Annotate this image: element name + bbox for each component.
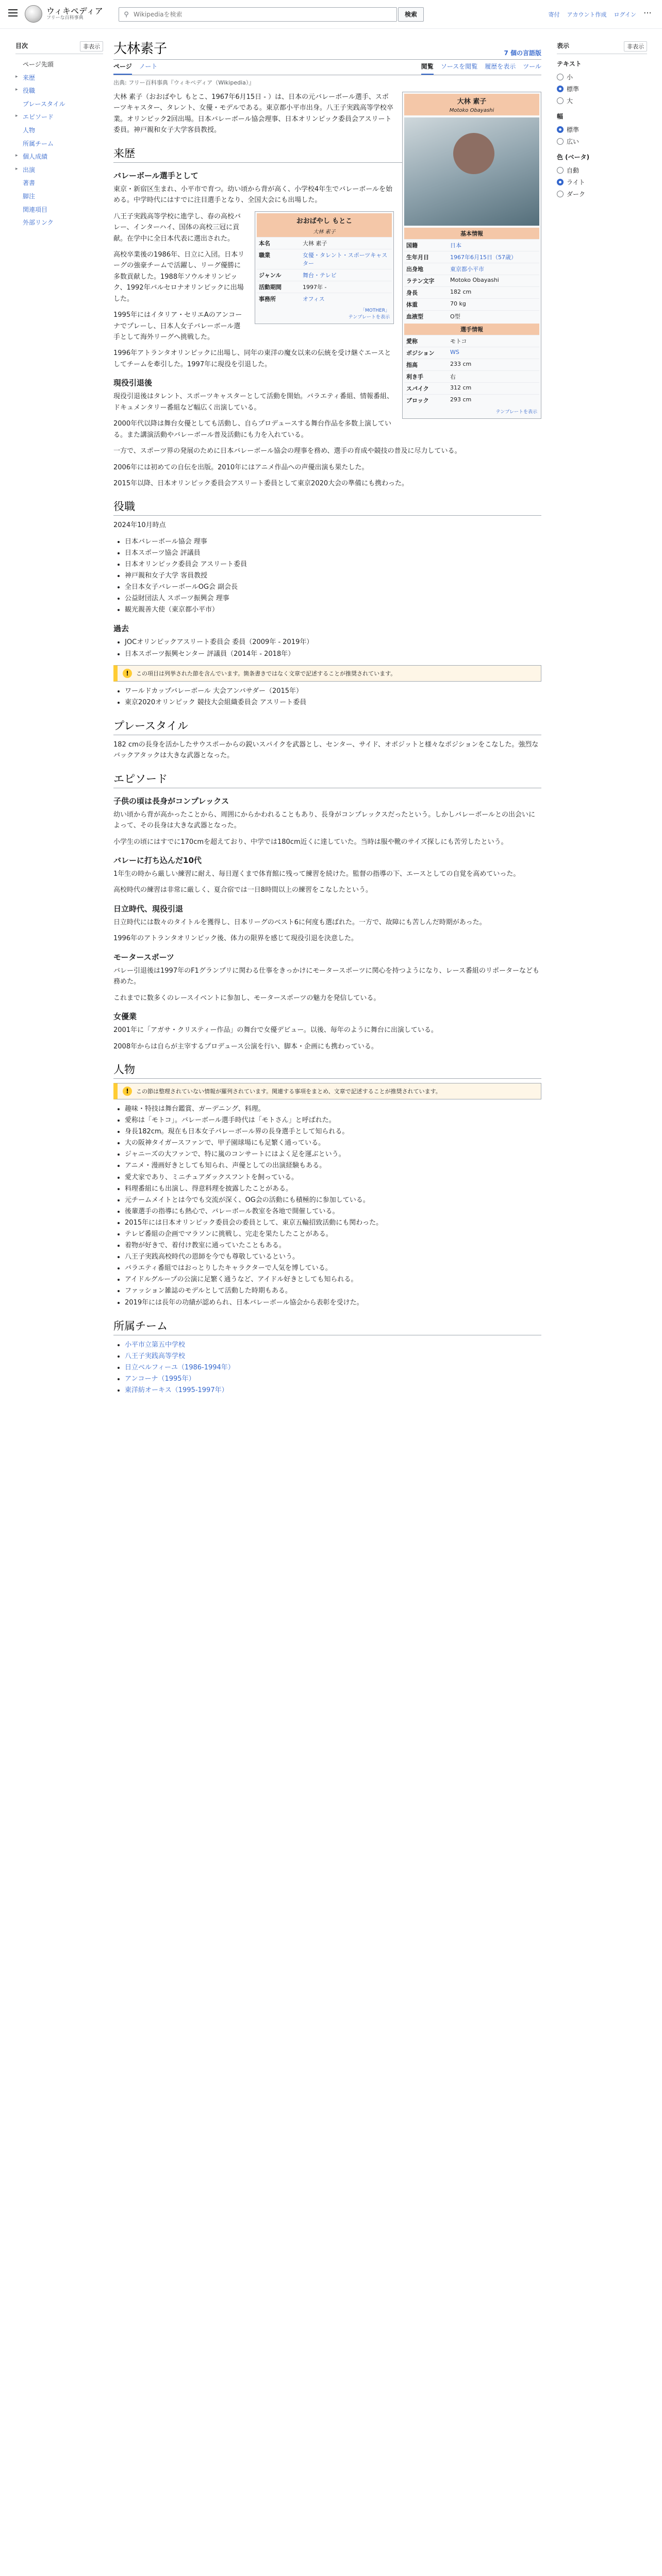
portrait-photo[interactable] <box>404 117 539 226</box>
paragraph: 1995年にはイタリア・セリエAのアンコーナでプレーし、日本人女子バレーボール選手として海外リーグへ挑戦した。 <box>113 311 242 341</box>
main-menu-button[interactable] <box>8 9 18 16</box>
site-name: ウィキペディア <box>46 6 103 16</box>
infobox-row: 出身地 東京都小平市 <box>404 263 539 275</box>
infobox-section: 基本情報 <box>404 228 539 239</box>
infobox-row: ポジション WS <box>404 347 539 359</box>
toc-item[interactable]: プレースタイル <box>23 100 65 108</box>
list-item: • ジャニーズの大ファンで、特に嵐のコンサートにはよく足を運ぶという。 <box>125 1149 541 1160</box>
card-name: 大林 素子 <box>257 227 392 237</box>
list-item: • 料理番組にも出演し、得意料理を披露したことがある。 <box>125 1183 541 1195</box>
cleanup-notice: ! この節は整理されていない情報が羅列されています。関連する事項をまとめ、文章で記述することが推奨されています。 <box>113 1083 541 1099</box>
infobox-row: 利き手 右 <box>404 370 539 382</box>
list-item: • 観光親善大使（東京都小平市） <box>125 604 541 616</box>
list-item: • 愛称は「モトコ」。バレーボール選手時代は「モトさん」と呼ばれた。 <box>125 1115 541 1126</box>
list-item: • 全日本女子バレーボールOG会 副会長 <box>125 582 541 593</box>
more-options-icon[interactable]: ⋯ <box>643 8 652 18</box>
list-item: • 着物が好きで、着付け教室に通っていたこともある。 <box>125 1240 541 1251</box>
infobox-title: 大林 素子 <box>404 94 539 108</box>
past-roles-list-2 <box>125 686 541 708</box>
language-button[interactable]: 7 個の言語版 <box>504 49 541 57</box>
infobox-row: 職業 女優・タレント・スポーツキャスター <box>257 249 392 269</box>
subsection-heading: 過去 <box>113 624 129 634</box>
paragraph: バレー引退後は1997年のF1グランプリに関わる仕事をきっかけにモータースポーツに関心を持つようになり、レース番組のリポーターなども務めた。 <box>113 967 539 986</box>
section-heading-teams: 所属チーム <box>113 1318 541 1335</box>
chevron-right-icon: ▸ <box>15 153 18 159</box>
person-list <box>125 1104 541 1309</box>
infobox-row: ブロック 293 cm <box>404 394 539 406</box>
wikipedia-globe-icon <box>25 5 42 23</box>
infobox <box>402 92 541 419</box>
toc-item[interactable]: 外部リンク <box>23 219 54 227</box>
chevron-right-icon: ▸ <box>15 87 18 93</box>
login-link[interactable]: ログイン <box>614 11 636 18</box>
page-tabs <box>113 60 541 75</box>
teams-list <box>125 1340 541 1396</box>
paragraph: 現役引退後はタレント、スポーツキャスターとして活動を開始。バラエティ番組、情報番組、ドキュメンタリー番組など幅広く出演している。 <box>113 393 393 412</box>
list-item: • 後輩選手の指導にも熱心で、バレーボール教室を各地で開催している。 <box>125 1206 541 1217</box>
tab-page[interactable]: ページ <box>113 62 132 75</box>
infobox-row: ジャンル 舞台・テレビ <box>257 269 392 281</box>
section-heading-history: 来歴 <box>113 145 541 163</box>
subsection-heading: 日立時代、現役引退 <box>113 904 184 913</box>
personal-tools <box>549 10 652 19</box>
paragraph: 2006年には初めての自伝を出版。2010年にはアニメ作品への声優出演も果たした。 <box>113 463 369 471</box>
toc-item[interactable]: ▸ 来歴 <box>15 74 36 81</box>
toc-item[interactable]: 著書 <box>23 179 36 187</box>
list-item: • 2019年には長年の功績が認められ、日本バレーボール協会から表彰を受けた。 <box>125 1297 541 1309</box>
toc-item-top[interactable]: ページ先頭 <box>23 61 54 68</box>
appearance-hide-button[interactable]: 非表示 <box>624 41 647 52</box>
list-item: • 八王子実践高校時代の恩師を今でも尊敬しているという。 <box>125 1251 541 1263</box>
infobox-row: 生年月日 1967年6月15日（57歳） <box>404 251 539 263</box>
appearance-panel <box>557 41 647 200</box>
toc-item[interactable]: 所属チーム <box>23 140 54 147</box>
list-item: • 2015年には日本オリンピック委員会の委員として、東京五輪招致活動にも関わった。 <box>125 1217 541 1229</box>
tab-tools[interactable]: ツール <box>523 63 541 70</box>
list-item: • 東洋紡オーキス（1995-1997年） <box>125 1385 541 1396</box>
toc-item[interactable]: 脚注 <box>23 192 36 200</box>
list-item: • ファッション雑誌のモデルとして活動した時期もある。 <box>125 1285 541 1297</box>
toc-item[interactable]: 関連項目 <box>23 206 48 213</box>
text-size-label: テキスト <box>557 60 582 67</box>
list-item: • 日本スポーツ振興センター 評議員（2014年 - 2018年） <box>125 649 541 660</box>
list-item: • 八王子実践高等学校 <box>125 1351 541 1362</box>
tab-history[interactable]: 履歴を表示 <box>485 63 516 70</box>
infobox-row: 血液型 O型 <box>404 310 539 322</box>
paragraph: 2000年代以降は舞台女優としても活動し、自らプロデュースする舞台作品を多数上演している。また講演活動やバレーボール普及活動にも力を入れている。 <box>113 420 392 439</box>
table-of-contents <box>15 41 103 230</box>
chevron-right-icon: ▸ <box>15 113 18 119</box>
list-item: • 神戸親和女子大学 客員教授 <box>125 570 541 582</box>
width-label: 幅 <box>557 113 564 120</box>
roles-date: 2024年10月時点 <box>113 521 166 530</box>
list-item: • アンコーナ（1995年） <box>125 1374 541 1385</box>
list-item: • JOCオリンピックアスリート委員会 委員（2009年 - 2019年） <box>125 637 541 648</box>
list-item: • 元チームメイトとは今でも交流が深く、OG会の活動にも積極的に参加している。 <box>125 1195 541 1206</box>
list-item: • ワールドカップバレーボール 大会アンバサダー（2015年） <box>125 686 541 697</box>
paragraph: 2001年に「アガサ・クリスティー作品」の舞台で女優デビュー。以後、毎年のように舞台に出演している。 <box>113 1026 438 1035</box>
infobox-secondary <box>255 211 394 324</box>
width-option[interactable]: 標準 <box>557 124 647 135</box>
list-item: • アイドルグループの公演に足繁く通うなど、アイドル好きとしても知られる。 <box>125 1274 541 1285</box>
paragraph: 高校卒業後の1986年、日立に入団。日本リーグの強豪チームで活躍し、リーグ優勝に多数貢献した。1988年ソウルオリンピック、1992年バルセロナオリンピックに出場した。 <box>113 250 245 303</box>
text-size-option[interactable]: 標準 <box>557 83 647 95</box>
list-item: • バラエティ番組ではおっとりしたキャラクターで人気を博している。 <box>125 1263 541 1274</box>
list-item: • 日本バレーボール協会 理事 <box>125 536 541 548</box>
paragraph: 2008年からは自らが主宰するプロデュース公演を行い、脚本・企画にも携わっている。 <box>113 1042 378 1050</box>
search-box[interactable] <box>119 7 397 22</box>
toc-hide-button[interactable]: 非表示 <box>80 41 103 52</box>
donate-link[interactable]: 寄付 <box>548 11 560 18</box>
toc-title: 目次 <box>15 42 28 49</box>
paragraph: 高校時代の練習は非常に厳しく、夏合宿では一日8時間以上の練習をこなしたという。 <box>113 886 373 894</box>
section-heading-roles: 役職 <box>113 498 541 516</box>
list-item: • 趣味・特技は舞台鑑賞、ガーデニング、料理。 <box>125 1104 541 1115</box>
color-option[interactable]: ダーク <box>557 188 647 200</box>
width-option[interactable]: 広い <box>557 135 647 147</box>
list-item: • 東京2020オリンピック 競技大会組織委員会 アスリート委員 <box>125 697 541 708</box>
color-label: 色 (ベータ) <box>557 154 590 161</box>
text-size-option[interactable]: 大 <box>557 95 647 107</box>
search-button[interactable]: 検索 <box>398 7 424 22</box>
subsection-heading: 女優業 <box>113 1012 137 1022</box>
paragraph: 東京・新宿区生まれ、小平市で育つ。幼い頃から背が高く、小学校4年生でバレーボールを始める。中学時代にはすでに注目選手となり、全国大会にも出場した。 <box>113 185 393 205</box>
tab-read[interactable]: 閲覧 <box>421 62 434 75</box>
list-item: • 公益財団法人 スポーツ振興会 理事 <box>125 593 541 604</box>
color-option[interactable]: 自動 <box>557 164 647 176</box>
text-size-option[interactable]: 小 <box>557 71 647 83</box>
list-item: • 愛犬家であり、ミニチュアダックスフントを飼っている。 <box>125 1172 541 1183</box>
paragraph: 一方で、スポーツ界の発展のために日本バレーボール協会の理事を務め、選手の育成や競技の普及に尽力している。 <box>113 447 461 455</box>
paragraph: 幼い頃から背が高かったことから、周囲にからかわれることもあり、長身がコンプレックスだったという。しかしバレーボールとの出会いによって、その長身は大きな武器となった。 <box>113 810 535 830</box>
site-header <box>0 0 662 29</box>
list-item: • 身長182cm。現在も日本女子バレーボール界の長身選手として知られる。 <box>125 1126 541 1138</box>
roles-list <box>125 536 541 616</box>
section-heading-style: プレースタイル <box>113 718 541 735</box>
infobox-row: 事務所 オフィス <box>257 293 392 304</box>
infobox-row: スパイク 312 cm <box>404 382 539 394</box>
subsection-heading: モータースポーツ <box>113 952 175 962</box>
article-source-note: 出典: フリー百科事典『ウィキペディア（Wikipedia）』 <box>113 79 255 86</box>
infobox-row: 国籍 日本 <box>404 239 539 251</box>
paragraph: 日立時代には数々のタイトルを獲得し、日本リーグのベスト6に何度も選ばれた。一方で、故障にも苦しんだ時期があった。 <box>113 918 486 926</box>
paragraph: 八王子実践高等学校に進学し、春の高校バレー、インターハイ、国体の高校三冠に貢献。在学中に全日本代表に選出された。 <box>113 212 241 243</box>
chevron-right-icon: ▸ <box>15 74 18 79</box>
cleanup-notice: ! この項目は列挙された節を含んでいます。箇条書きではなく文章で記述することが推奨されています。 <box>113 665 541 682</box>
article-content <box>113 29 541 1401</box>
infobox-row: 愛称 モトコ <box>404 335 539 347</box>
template-link[interactable]: 「MOTHER」 テンプレートを表示 <box>348 308 390 320</box>
paragraph: 182 cmの長身を活かしたサウスポーからの鋭いスパイクを武器とし、センター、サイド、オポジットと様々なポジションをこなした。強烈なバックアタックは大きな武器となった。 <box>113 740 539 760</box>
paragraph: 1996年アトランタオリンピックに出場し、同年の東洋の魔女以来の伝統を受け継ぐエースとしてチームを牽引した。1997年に現役を引退した。 <box>113 349 391 368</box>
paragraph: これまでに数多くのレースイベントに参加し、モータースポーツの魅力を発信している。 <box>113 994 380 1002</box>
site-logo[interactable] <box>25 5 103 23</box>
toc-item[interactable]: ▸ エピソード <box>15 113 54 121</box>
subsection-heading: バレーに打ち込んだ10代 <box>113 856 202 866</box>
toc-item[interactable]: ▸ 出演 <box>15 166 36 174</box>
paragraph: 2015年以降、日本オリンピック委員会アスリート委員として東京2020大会の準備にも携わった。 <box>113 479 408 487</box>
list-item: • 日本オリンピック委員会 アスリート委員 <box>125 559 541 570</box>
page-title: 大林素子 <box>113 41 168 57</box>
list-item: • 日本スポーツ協会 評議員 <box>125 548 541 559</box>
create-account-link[interactable]: アカウント作成 <box>567 11 607 18</box>
infobox-row: 身長 182 cm <box>404 286 539 298</box>
list-item: • テレビ番組の企画でマラソンに挑戦し、完走を果たしたことがある。 <box>125 1229 541 1240</box>
warning-icon: ! <box>123 1087 132 1096</box>
subsection-heading: 現役引退後 <box>113 378 153 388</box>
infobox-row: 指高 233 cm <box>404 359 539 370</box>
subsection-heading: 子供の頃は長身がコンプレックス <box>113 796 229 806</box>
intro-paragraph: 大林 素子（おおばやし もとこ、1967年6月15日 - ）は、日本の元バレーボール選手、スポーツキャスター、タレント、女優・モデルである。東京都小平市出身。八王子実践高等学校卒業。オリンピック2回出場。日本バレーボール協会理事、日本オリンピック委員会アスリート委員。神戸親和女子大学客員教授。 <box>113 93 393 134</box>
site-tagline: フリーな百科事典 <box>46 15 84 21</box>
tab-view-source[interactable]: ソースを閲覧 <box>440 63 478 70</box>
appearance-title: 表示 <box>557 42 570 49</box>
list-item: • 小平市立第五中学校 <box>125 1340 541 1351</box>
tab-talk[interactable]: ノート <box>139 63 158 70</box>
toc-item[interactable]: ▸ 個人成績 <box>15 153 48 161</box>
section-heading-episode: エピソード <box>113 771 541 788</box>
toc-item[interactable]: 人物 <box>23 126 36 134</box>
search-icon: ⚲ <box>124 10 129 19</box>
color-option[interactable]: ライト <box>557 176 647 188</box>
infobox-row: 本名 大林 素子 <box>257 237 392 249</box>
infobox-row: 体重 70 kg <box>404 298 539 310</box>
list-item: • 大の阪神タイガースファンで、甲子園球場にも足繁く通っている。 <box>125 1138 541 1149</box>
search-input[interactable] <box>134 11 396 18</box>
template-link[interactable]: テンプレートを表示 <box>495 410 537 415</box>
list-item: • 日立ベルフィーユ（1986-1994年） <box>125 1362 541 1374</box>
card-title: おおばやし もとこ <box>257 213 392 227</box>
infobox-romaji: Motoko Obayashi <box>404 108 539 115</box>
infobox-row: 活動期間 1997年 - <box>257 281 392 293</box>
infobox-row: ラテン文字 Motoko Obayashi <box>404 275 539 286</box>
infobox-section: 選手情報 <box>404 324 539 335</box>
paragraph: 1996年のアトランタオリンピック後、体力の限界を感じて現役引退を決意した。 <box>113 935 358 943</box>
past-roles-list <box>125 637 541 659</box>
paragraph: 小学生の頃にはすでに170cmを超えており、中学では180cm近くに達していた。当時は服や靴のサイズ探しにも苦労したという。 <box>113 838 508 846</box>
warning-icon: ! <box>123 669 132 678</box>
paragraph: 1年生の時から厳しい練習に耐え、毎日遅くまで体育館に残って練習を続けた。監督の指導の下、エースとしての自覚を高めていった。 <box>113 870 520 878</box>
subsection-heading: バレーボール選手として <box>113 171 198 180</box>
chevron-right-icon: ▸ <box>15 166 18 172</box>
list-item: • アニメ・漫画好きとしても知られ、声優としての出演経験もある。 <box>125 1160 541 1172</box>
section-heading-person: 人物 <box>113 1061 541 1079</box>
toc-item[interactable]: ▸ 役職 <box>15 87 36 95</box>
